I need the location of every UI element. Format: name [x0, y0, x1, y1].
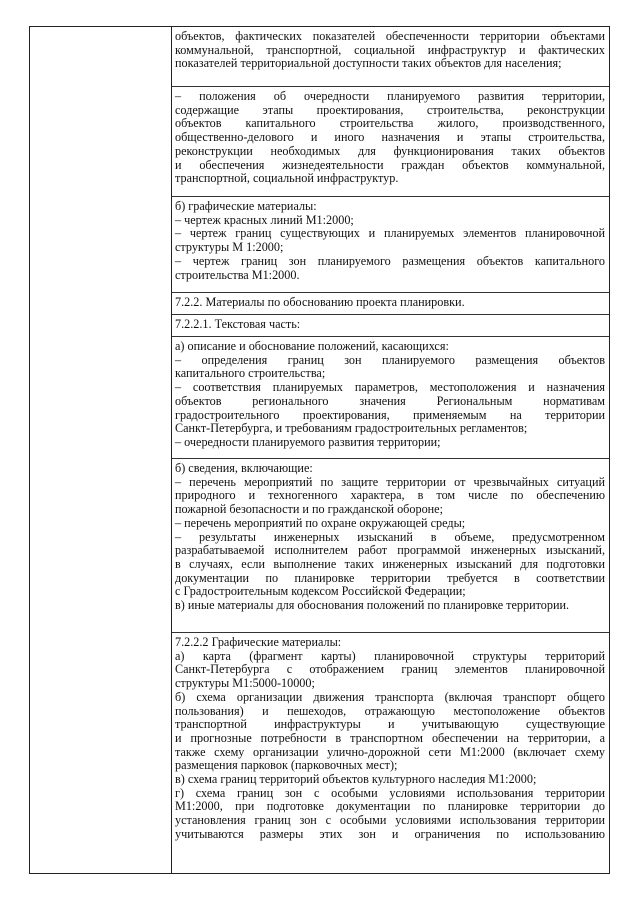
- text-line: а) описание и обоснование положений, касающихся:: [175, 339, 449, 353]
- text-line: транспортной инфраструктуры и учитывающую существующие: [175, 717, 605, 732]
- text-line: б) схема организации движения транспорта (включая транспорт общего: [175, 689, 605, 704]
- text-line: – результаты инженерных изысканий в объеме, предусмотренном: [175, 529, 605, 544]
- text-line: – чертеж красных линий М1:2000;: [175, 212, 354, 227]
- text-line: транспортной, социальной инфраструктур.: [175, 171, 399, 186]
- text-line: 7.2.2.1. Текстовая часть:: [175, 317, 301, 331]
- text-line: – соответствия планируемых параметров, местоположения и назначения: [175, 380, 605, 395]
- text-line: учитываются размеры этих зон и ограничения по использованию: [175, 826, 605, 841]
- text-line: разрабатываемой исполнителем работ программой инженерных изысканий,: [175, 543, 605, 558]
- text-line: – чертеж границ существующих и планируемых элементов планировочной: [175, 226, 605, 241]
- text-block: [172, 27, 609, 87]
- text-line: с Градостроительным кодексом Российской Федерации;: [175, 584, 466, 599]
- text-line: 7.2.2.2 Графические материалы:: [175, 635, 342, 649]
- text-line: Санкт-Петербурга, и требованиям градостроительных регламентов;: [175, 421, 528, 436]
- text-line: и прогнозные потребности в транспортном обеспечении на территории, а: [175, 730, 605, 745]
- text-line: пользования) и пешеходов, отражающую местоположение объектов: [175, 703, 605, 718]
- text-block: [172, 87, 609, 197]
- text-line: документации по планировке территории требуется в соответствии: [175, 570, 605, 585]
- text-line: М1:2000, при подготовке документации по планировке территории до: [175, 799, 605, 814]
- text-line: Санкт-Петербурга с отображением границ элементов планировочной: [175, 662, 605, 677]
- text-block: [172, 633, 609, 875]
- text-line: общественно-делового и иного назначения и этапы строительства,: [175, 130, 605, 145]
- text-line: – перечень мероприятий по охране окружающей среды;: [175, 515, 466, 530]
- text-line: размещения парковок (парковочных мест);: [175, 758, 398, 773]
- text-line: – положения об очередности планируемого развития территории,: [175, 89, 605, 103]
- text-line: объектов капитального строительства жилого, производственного,: [175, 116, 605, 131]
- text-line: – чертеж границ зон планируемого размещения объектов капитального: [175, 253, 605, 268]
- text-column: [172, 27, 609, 873]
- text-block: [172, 337, 609, 459]
- document-table: [29, 26, 610, 874]
- text-line: б) сведения, включающие:: [175, 461, 313, 475]
- text-line: установления границ зон с особыми условиями использования территории: [175, 813, 605, 828]
- text-line: капитального строительства;: [175, 366, 326, 381]
- text-line: г) схема границ зон с особыми условиями использования территории: [175, 785, 605, 800]
- text-line: а) карта (фрагмент карты) планировочной структуры территорий: [175, 648, 605, 663]
- text-line: объектов, фактических показателей обеспеченности территории объектами: [175, 29, 605, 43]
- text-line: и обеспечения жизнедеятельности граждан объектов коммунальной,: [175, 157, 605, 172]
- text-line: в случаях, если выполнение таких инженерных изысканий для подготовки: [175, 556, 605, 571]
- text-line: показателей территориальной доступности таких объектов для населения;: [175, 56, 562, 71]
- text-line: коммунальной, транспортной, социальной инфраструктур и фактических: [175, 42, 605, 57]
- text-line: также схему организации улично-дорожной сети М1:2000 (включает схему: [175, 744, 605, 759]
- text-line: реконструкции необходимых для функционирования таких объектов: [175, 143, 605, 158]
- text-block: [172, 315, 609, 337]
- text-line: – очередности планируемого развития территории;: [175, 434, 441, 449]
- text-line: в) иные материалы для обоснования положений по планировке территории.: [175, 598, 570, 612]
- left-column: [30, 27, 172, 873]
- text-block: [172, 459, 609, 633]
- text-line: объектов регионального значения Региональным нормативам: [175, 393, 605, 408]
- text-line: – перечень мероприятий по защите территории от чрезвычайных ситуаций: [175, 474, 605, 489]
- text-block: [172, 293, 609, 315]
- text-block: [172, 197, 609, 293]
- text-line: содержащие этапы проектирования, строительства, реконструкции: [175, 102, 605, 117]
- text-line: строительства М1:2000.: [175, 267, 300, 282]
- text-line: в) схема границ территорий объектов культурного наследия М1:2000;: [175, 772, 537, 786]
- text-line: – определения границ зон планируемого размещения объектов: [175, 352, 605, 367]
- text-line: структуры М1:5000-10000;: [175, 676, 315, 691]
- text-line: природного и техногенного характера, в том числе по обеспечению: [175, 488, 605, 503]
- text-line: пожарной безопасности и по гражданской обороне;: [175, 502, 443, 517]
- text-line: 7.2.2. Материалы по обоснованию проекта планировки.: [175, 295, 465, 309]
- text-line: градостроительного проектирования, применяемым на территории: [175, 407, 605, 422]
- text-line: структуры М 1:2000;: [175, 240, 284, 255]
- text-line: б) графические материалы:: [175, 199, 317, 213]
